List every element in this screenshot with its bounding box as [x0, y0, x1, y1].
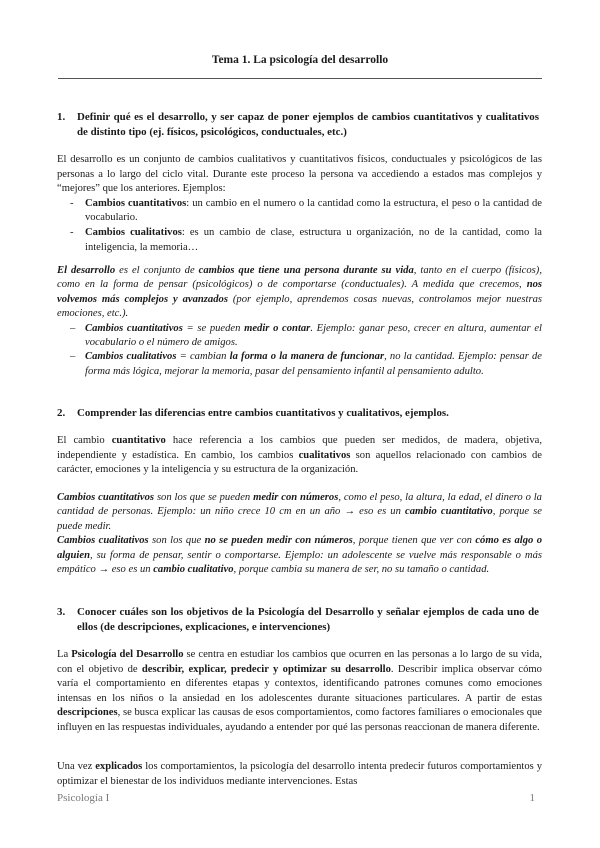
- note-2-quantitative: Cambios cuantitativos son los que se pueden medir con números, como el peso, la altura, la edad, el dinero o la cantidad de personas. Ejemplo: un niño crece 10 cm en un año → eso es un cambio cuantitativo, porque se puede medir.: [57, 492, 543, 532]
- footer-label: Psicología I: [57, 792, 110, 804]
- note-1-block: [57, 264, 542, 379]
- page-number: 1: [529, 792, 535, 804]
- answer-1-paragraph: El desarrollo es un conjunto de cambios cualitativos y cuantitativos físicos, conductuales y psicológicos de las personas a lo largo del ciclo vital. Durante este proceso la persona va accediendo a estados mas complejos y “mejores” que los anteriores. Ejemplos:: [57, 154, 542, 195]
- answer-3-paragraph-1: La Psicología del Desarrollo se centra en estudiar los cambios que ocurren en las personas a lo largo de su vida, con el objetivo de describir, explicar, predecir y optimizar su desarrollo. Describir implica observar cómo varía el comportamiento en diferentes etapas y contextos, identificando patrones comunes como emociones intensas en los niños o la ansiedad en los adolescentes durante situaciones particulares. A partir de estas descripciones, se busca explicar las causas de esos comportamientos, como factores familiares o emocionales que influyen en las respuestas individuales, ayudando a entender por qué las personas reaccionan de manera diferente.: [57, 649, 542, 733]
- question-2-heading: [57, 406, 542, 421]
- answer-1-block: [57, 153, 542, 255]
- note-2-block: [57, 491, 542, 577]
- answer-2-block: [57, 434, 542, 478]
- answer-2-paragraph: El cambio cuantitativo hace referencia a los cambios que pueden ser medidos, de madera, objetiva, independiente y estadística. En cambio, los cambios cualitativos son aquellos relacionado con cambios de carácter, emociones y la inteligencia y su estructura de la organización.: [57, 435, 542, 476]
- answer-3-block-2: [57, 760, 542, 789]
- question-1-number: 1.: [57, 111, 66, 123]
- answer-3-paragraph-2: Una vez explicados los comportamientos, la psicología del desarrollo intenta predecir futuros comportamientos y optimizar el bienestar de los individuos mediante intervenciones. Estas: [57, 761, 542, 787]
- question-2-number: 2.: [57, 407, 66, 419]
- page-title: Tema 1. La psicología del desarrollo: [211, 54, 389, 66]
- list-item: – Cambios cuantitativos = se pueden medir o contar. Ejemplo: ganar peso, crecer en altura, aumentar el vocabulario o el número de amigos.: [70, 322, 542, 349]
- question-3-heading: [57, 605, 542, 634]
- question-2-text: Comprender las diferencias entre cambios cuantitativos y cualitativos, ejemplos.: [77, 407, 449, 419]
- page-footer: [57, 792, 543, 804]
- list-item: - Cambios cualitativos: es un cambio de clase, estructura u organización, no de la cantidad, como la inteligencia, la memoria…: [70, 226, 542, 253]
- list-item: - Cambios cuantitativos: un cambio en el numero o la cantidad como la estructura, el peso o la cantidad de vocabulario.: [70, 197, 542, 224]
- question-1-text: Definir qué es el desarrollo, y ser capaz de poner ejemplos de cambios cuantitativos y cualitativos de distinto tipo (ej. físicos, psicológicos, conductuales, etc.): [77, 111, 539, 138]
- note-2-qualitative: Cambios cualitativos son los que no se pueden medir con números, porque tienen que ver con cómo es algo o alguien, su forma de pensar, sentir o comportarse. Ejemplo: un adolescente se vuelve más responsable o más empático → eso es un cambio cualitativo, porque cambia su manera de ser, no su tamaño o cantidad.: [57, 535, 543, 576]
- note-1-paragraph: El desarrollo es el conjunto de cambios que tiene una persona durante su vida, tanto en el cuerpo (físicos), como en la forma de pensar (psicológicos) o de comportarse (conductuales). A medida que crecemos, nos volvemos más complejos y avanzados (por ejemplo, aprendemos cosas nuevas, controlamos mejor nuestras emociones, etc.).: [57, 265, 542, 320]
- question-3-number: 3.: [57, 606, 66, 618]
- list-item: – Cambios cualitativos = cambian la forma o la manera de funcionar, no la cantidad. Ejemplo: pensar de forma más lógica, mejorar la memoria, pasar del pensamiento infantil al pensamiento adulto.: [70, 351, 543, 377]
- answer-3-block: [57, 648, 542, 736]
- question-1-heading: [57, 110, 542, 139]
- title-divider: [58, 78, 542, 79]
- question-3-text: Conocer cuáles son los objetivos de la Psicología del Desarrollo y señalar ejemplos de cada uno de ellos (de descripciones, explicaciones, e intervenciones): [77, 606, 539, 633]
